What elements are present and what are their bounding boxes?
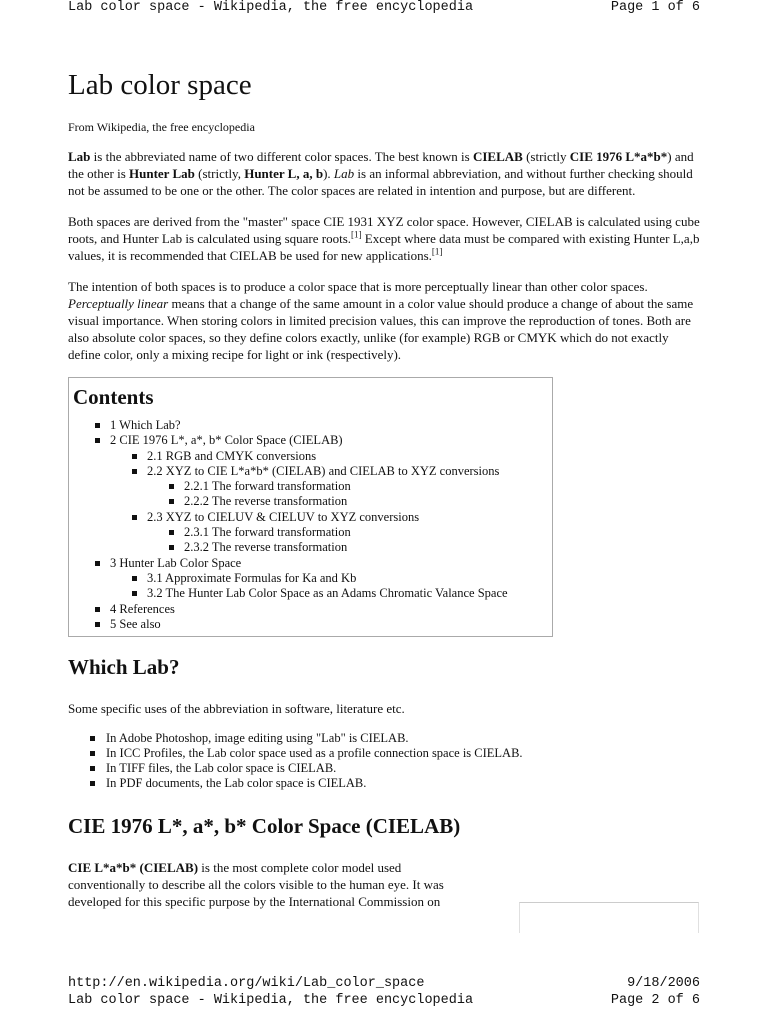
toc-item[interactable]: 3 Hunter Lab Color Space — [73, 556, 548, 571]
header-page-number: Page 1 of 6 — [610, 0, 700, 15]
intro-paragraph: Lab is the abbreviated name of two different color spaces. The best known is CIELAB (strictly CIE 1976 L*a*b*) and the other is Hunter Lab (strictly, Hunter L, a, b). Lab is an informal abbreviation, and without further checking should not be assumed to be one or the other. The color spaces are related in intention and purpose, but are different. — [68, 149, 694, 198]
article-source-note: From Wikipedia, the free encyclopedia — [68, 120, 255, 134]
toc-item[interactable]: 3.2 The Hunter Lab Color Space as an Adams Chromatic Valance Space — [73, 586, 548, 601]
toc-item[interactable]: 3.1 Approximate Formulas for Ka and Kb — [73, 571, 548, 586]
toc-title: Contents — [73, 385, 154, 409]
footer-page-number: Page 2 of 6 — [610, 993, 700, 1008]
toc-item[interactable]: 2.1 RGB and CMYK conversions — [73, 449, 548, 464]
list-item: In ICC Profiles, the Lab color space used as a profile connection space is CIELAB. — [68, 746, 700, 761]
toc-item[interactable]: 2 CIE 1976 L*, a*, b* Color Space (CIELAB) — [73, 433, 548, 448]
table-of-contents — [68, 377, 553, 637]
derivation-paragraph: Both spaces are derived from the "master" space CIE 1931 XYZ color space. However, CIELAB is calculated using cube roots, and Hunter Lab is calculated using square roots.[1] Except where data must be compared with existing Hunter L,a,b values, it is recommended that CIELAB be used for new applications.[1] — [68, 214, 700, 263]
list-item: In PDF documents, the Lab color space is CIELAB. — [68, 776, 700, 791]
header-doc-title: Lab color space - Wikipedia, the free encyclopedia — [68, 0, 474, 15]
toc-item[interactable]: 5 See also — [73, 617, 548, 632]
reference-link[interactable]: [1] — [351, 229, 362, 240]
list-item: In TIFF files, the Lab color space is CIELAB. — [68, 761, 700, 776]
section-heading-which-lab: Which Lab? — [68, 655, 180, 680]
article-body — [68, 70, 700, 924]
toc-item[interactable]: 2.3.2 The reverse transformation — [73, 540, 548, 555]
uses-list — [68, 731, 700, 791]
image-frame — [519, 902, 699, 933]
toc-item[interactable]: 2.2 XYZ to CIE L*a*b* (CIELAB) and CIELAB to XYZ conversions — [73, 464, 548, 479]
page-footer-title — [68, 993, 700, 1008]
page-title: Lab color space — [68, 69, 252, 101]
which-lab-intro: Some specific uses of the abbreviation in software, literature etc. — [68, 701, 405, 717]
toc-item[interactable]: 2.2.2 The reverse transformation — [73, 494, 548, 509]
reference-link[interactable]: [1] — [431, 246, 443, 257]
footer-doc-title: Lab color space - Wikipedia, the free encyclopedia — [68, 993, 474, 1008]
cielab-paragraph: CIE L*a*b* (CIELAB) is the most complete color model used conventionally to describe all the colors visible to the human eye. It was developed for this specific purpose by the International Commission on — [68, 860, 444, 910]
page-header — [68, 0, 700, 15]
toc-item[interactable]: 2.2.1 The forward transformation — [73, 479, 548, 494]
page-footer-url — [68, 976, 700, 991]
section-heading-cielab: CIE 1976 L*, a*, b* Color Space (CIELAB) — [68, 814, 461, 839]
toc-item[interactable]: 4 References — [73, 602, 548, 617]
list-item: In Adobe Photoshop, image editing using "Lab" is CIELAB. — [68, 731, 700, 746]
toc-item[interactable]: 2.3 XYZ to CIELUV & CIELUV to XYZ conversions — [73, 510, 548, 525]
footer-url: http://en.wikipedia.org/wiki/Lab_color_space — [68, 976, 425, 991]
intention-paragraph: The intention of both spaces is to produce a color space that is more perceptually linear than other color spaces. Perceptually linear means that a change of the same amount in a color value should produce a change of about the same visual importance. When storing colors in limited precision values, this can improve the reproduction of tones. Both are also absolute color spaces, so they define colors exactly, unlike (for example) RGB or CMYK which do not exactly define color, only a mixing recipe for light or ink (respectively). — [68, 279, 694, 362]
toc-item[interactable]: 1 Which Lab? — [73, 418, 548, 433]
toc-item[interactable]: 2.3.1 The forward transformation — [73, 525, 548, 540]
footer-date: 9/18/2006 — [627, 976, 700, 991]
